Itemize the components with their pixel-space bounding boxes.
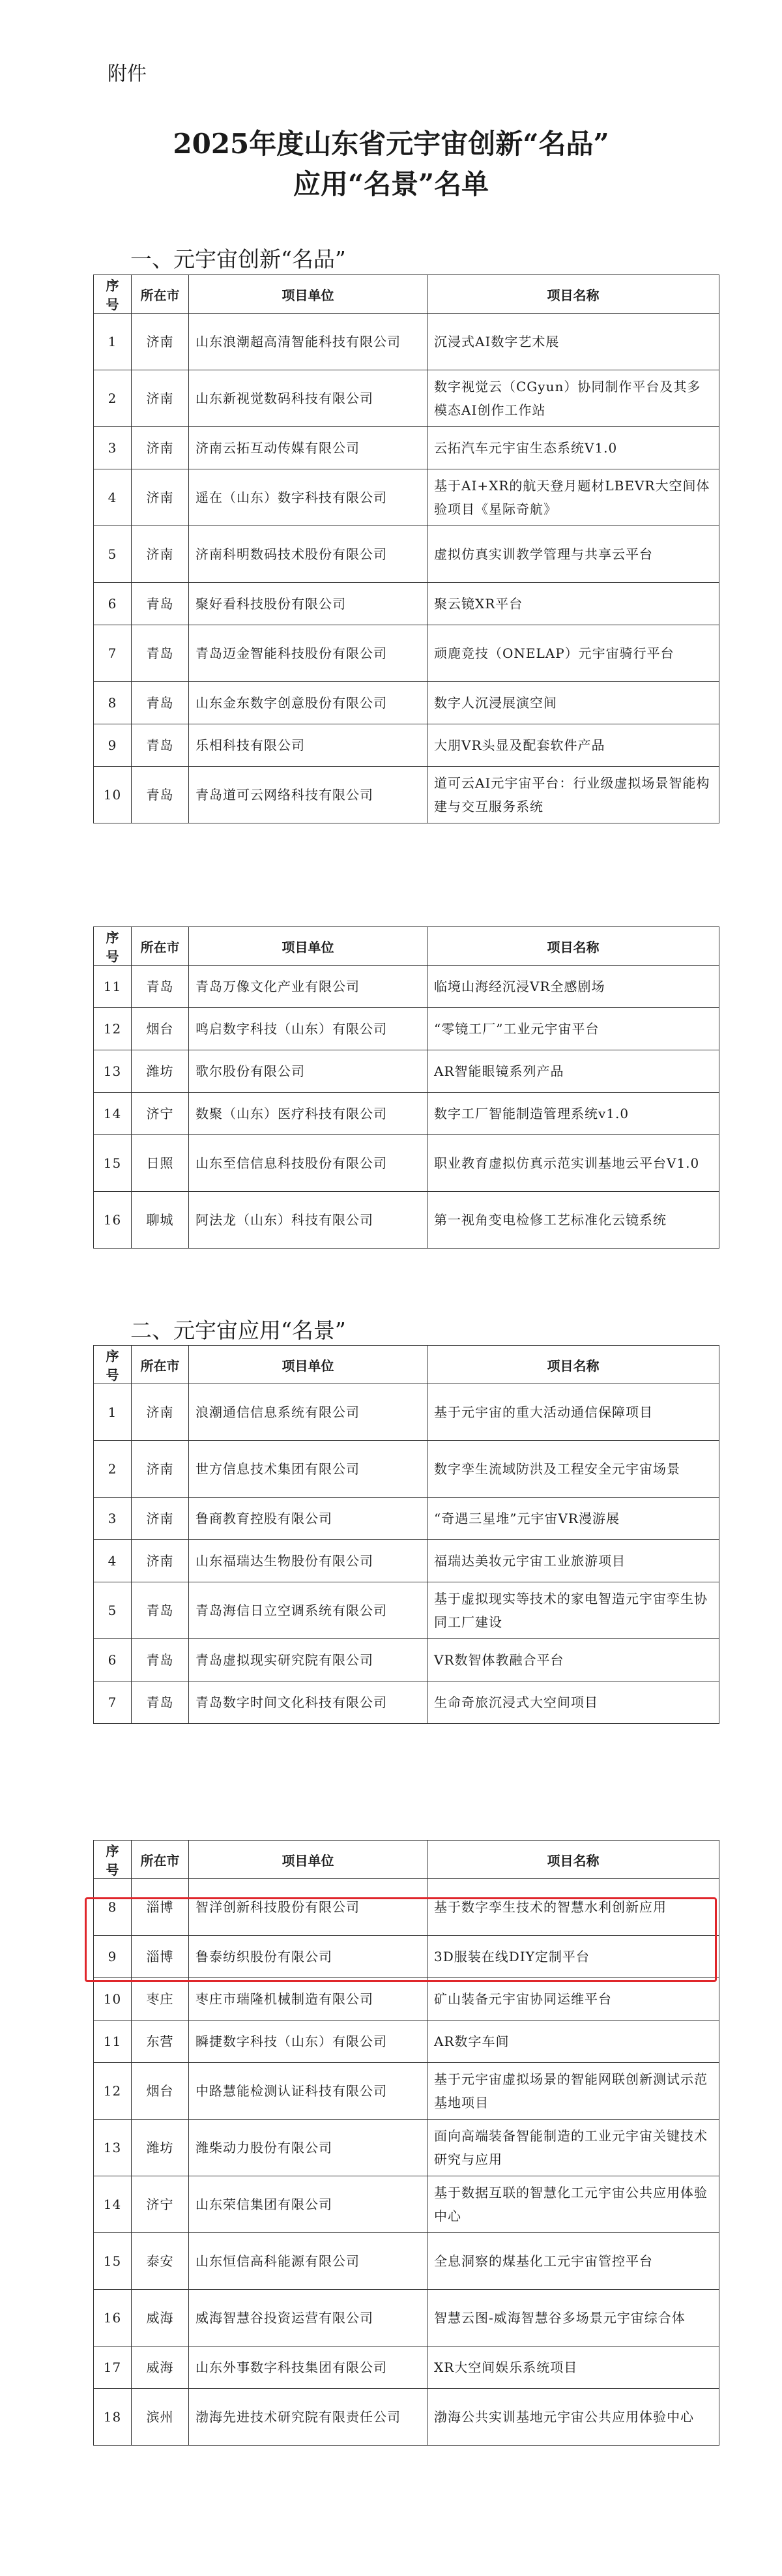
cell-city: 威海 [132,2347,189,2389]
cell-project: 基于数字孪生技术的智慧水利创新应用 [427,1879,719,1936]
cell-city: 潍坊 [132,1050,189,1093]
header-city: 所在市 [132,275,189,314]
cell-no: 14 [94,2176,132,2233]
cell-project: 数字工厂智能制造管理系统v1.0 [427,1093,719,1135]
table-row [94,2389,719,2446]
header-no: 序号 [94,927,132,966]
table-row [94,2021,719,2063]
header-no: 序号 [94,1346,132,1384]
table-row [94,314,719,370]
table-row [94,2120,719,2176]
table-row [94,1498,719,1540]
cell-city: 淄博 [132,1879,189,1936]
cell-project: 沉浸式AI数字艺术展 [427,314,719,370]
cell-project: 基于元宇宙虚拟场景的智能网联创新测试示范基地项目 [427,2063,719,2120]
cell-city: 济宁 [132,2176,189,2233]
cell-unit: 瞬捷数字科技（山东）有限公司 [189,2021,427,2063]
cell-unit: 青岛虚拟现实研究院有限公司 [189,1639,427,1681]
table-row [94,682,719,724]
cell-project: “零镜工厂”工业元宇宙平台 [427,1008,719,1050]
cell-city: 济南 [132,526,189,583]
cell-no: 5 [94,1582,132,1639]
cell-no: 15 [94,2233,132,2290]
table-row [94,1441,719,1498]
header-project: 项目名称 [427,1841,719,1879]
table-row [94,1582,719,1639]
cell-city: 济南 [132,370,189,427]
cell-project: VR数智体教融合平台 [427,1639,719,1681]
table-row [94,2233,719,2290]
cell-unit: 聚好看科技股份有限公司 [189,583,427,625]
cell-no: 1 [94,1384,132,1441]
cell-unit: 山东浪潮超高清智能科技有限公司 [189,314,427,370]
cell-unit: 浪潮通信信息系统有限公司 [189,1384,427,1441]
table-row [94,1978,719,2021]
cell-unit: 山东新视觉数码科技有限公司 [189,370,427,427]
cell-no: 18 [94,2389,132,2446]
header-city: 所在市 [132,927,189,966]
cell-project: 基于AI+XR的航天登月题材LBEVR大空间体验项目《星际奇航》 [427,469,719,526]
cell-city: 淄博 [132,1936,189,1978]
cell-city: 济南 [132,314,189,370]
table-row [94,2290,719,2347]
table-row [94,966,719,1008]
cell-project: 聚云镜XR平台 [427,583,719,625]
cell-no: 6 [94,1639,132,1681]
cell-no: 1 [94,314,132,370]
cell-project: 临境山海经沉浸VR全感剧场 [427,966,719,1008]
table-header-row [94,927,719,966]
cell-unit: 山东至信信息科技股份有限公司 [189,1135,427,1192]
header-unit: 项目单位 [189,927,427,966]
cell-project: 福瑞达美妆元宇宙工业旅游项目 [427,1540,719,1582]
cell-no: 16 [94,2290,132,2347]
cell-unit: 中路慧能检测认证科技有限公司 [189,2063,427,2120]
cell-city: 济南 [132,427,189,469]
cell-city: 青岛 [132,1639,189,1681]
cell-unit: 阿法龙（山东）科技有限公司 [189,1192,427,1249]
cell-unit: 青岛海信日立空调系统有限公司 [189,1582,427,1639]
cell-unit: 智洋创新科技股份有限公司 [189,1879,427,1936]
mingjing-table-part1 [93,1345,719,1724]
cell-unit: 遥在（山东）数字科技有限公司 [189,469,427,526]
cell-project: 第一视角变电检修工艺标准化云镜系统 [427,1192,719,1249]
table-row [94,1135,719,1192]
cell-no: 12 [94,2063,132,2120]
table-header-row [94,275,719,314]
cell-city: 聊城 [132,1192,189,1249]
cell-city: 枣庄 [132,1978,189,2021]
section-mingpin-title: 一、元宇宙创新“名品” [130,246,346,272]
cell-city: 日照 [132,1135,189,1192]
header-no: 序号 [94,275,132,314]
cell-city: 潍坊 [132,2120,189,2176]
cell-no: 2 [94,1441,132,1498]
cell-no: 8 [94,682,132,724]
table-row [94,2176,719,2233]
cell-project: 基于虚拟现实等技术的家电智造元宇宙孪生协同工厂建设 [427,1582,719,1639]
cell-project: 数字人沉浸展演空间 [427,682,719,724]
cell-no: 4 [94,1540,132,1582]
cell-project: 基于元宇宙的重大活动通信保障项目 [427,1384,719,1441]
cell-unit: 威海智慧谷投资运营有限公司 [189,2290,427,2347]
cell-city: 青岛 [132,682,189,724]
table-header-row [94,1346,719,1384]
table-row [94,427,719,469]
cell-city: 烟台 [132,2063,189,2120]
cell-project: 大朋VR头显及配套软件产品 [427,724,719,767]
cell-project: XR大空间娱乐系统项目 [427,2347,719,2389]
header-city: 所在市 [132,1346,189,1384]
cell-project: 3D服装在线DIY定制平台 [427,1936,719,1978]
cell-project: AR智能眼镜系列产品 [427,1050,719,1093]
cell-no: 6 [94,583,132,625]
cell-no: 16 [94,1192,132,1249]
cell-unit: 数聚（山东）医疗科技有限公司 [189,1093,427,1135]
header-no: 序号 [94,1841,132,1879]
cell-unit: 青岛迈金智能科技股份有限公司 [189,625,427,682]
cell-unit: 潍柴动力股份有限公司 [189,2120,427,2176]
cell-project: 生命奇旅沉浸式大空间项目 [427,1681,719,1724]
cell-project: “奇遇三星堆”元宇宙VR漫游展 [427,1498,719,1540]
table-row [94,469,719,526]
table-row [94,370,719,427]
header-unit: 项目单位 [189,1841,427,1879]
cell-unit: 青岛万像文化产业有限公司 [189,966,427,1008]
cell-no: 11 [94,966,132,1008]
cell-no: 12 [94,1008,132,1050]
cell-project: 基于数据互联的智慧化工元宇宙公共应用体验中心 [427,2176,719,2233]
table-row [94,767,719,823]
cell-city: 济南 [132,1441,189,1498]
cell-city: 东营 [132,2021,189,2063]
cell-unit: 山东荣信集团有限公司 [189,2176,427,2233]
cell-no: 13 [94,2120,132,2176]
cell-city: 烟台 [132,1008,189,1050]
mingpin-table-part2 [93,926,719,1249]
cell-project: 道可云AI元宇宙平台：行业级虚拟场景智能构建与交互服务系统 [427,767,719,823]
table-row [94,1681,719,1724]
cell-city: 青岛 [132,1681,189,1724]
table-row [94,1050,719,1093]
cell-project: 云拓汽车元宇宙生态系统V1.0 [427,427,719,469]
cell-unit: 山东外事数字科技集团有限公司 [189,2347,427,2389]
annex-label: 附件 [108,63,147,85]
table-row [94,2347,719,2389]
cell-city: 青岛 [132,583,189,625]
cell-city: 青岛 [132,966,189,1008]
cell-no: 2 [94,370,132,427]
table-row [94,583,719,625]
cell-no: 14 [94,1093,132,1135]
cell-no: 10 [94,767,132,823]
cell-city: 青岛 [132,724,189,767]
cell-unit: 歌尔股份有限公司 [189,1050,427,1093]
cell-project: 数字视觉云（CGyun）协同制作平台及其多模态AI创作工作站 [427,370,719,427]
cell-no: 7 [94,625,132,682]
cell-project: 面向高端装备智能制造的工业元宇宙关键技术研究与应用 [427,2120,719,2176]
header-project: 项目名称 [427,275,719,314]
cell-no: 4 [94,469,132,526]
header-project: 项目名称 [427,927,719,966]
table-row [94,1639,719,1681]
header-project: 项目名称 [427,1346,719,1384]
cell-no: 11 [94,2021,132,2063]
cell-project: 渤海公共实训基地元宇宙公共应用体验中心 [427,2389,719,2446]
page-title: 2025年度山东省元宇宙创新“名品” [173,128,609,160]
cell-unit: 山东福瑞达生物股份有限公司 [189,1540,427,1582]
cell-unit: 青岛道可云网络科技有限公司 [189,767,427,823]
header-city: 所在市 [132,1841,189,1879]
cell-unit: 鲁泰纺织股份有限公司 [189,1936,427,1978]
table-row [94,1008,719,1050]
cell-project: AR数字车间 [427,2021,719,2063]
cell-unit: 渤海先进技术研究院有限责任公司 [189,2389,427,2446]
cell-city: 济宁 [132,1093,189,1135]
cell-no: 17 [94,2347,132,2389]
cell-city: 济南 [132,1498,189,1540]
header-unit: 项目单位 [189,275,427,314]
table-header-row [94,1841,719,1879]
cell-city: 威海 [132,2290,189,2347]
cell-no: 3 [94,1498,132,1540]
cell-no: 13 [94,1050,132,1093]
cell-unit: 乐相科技有限公司 [189,724,427,767]
cell-project: 顽鹿竞技（ONELAP）元宇宙骑行平台 [427,625,719,682]
mingpin-table-part1 [93,274,719,823]
cell-project: 职业教育虚拟仿真示范实训基地云平台V1.0 [427,1135,719,1192]
cell-city: 青岛 [132,625,189,682]
cell-project: 虚拟仿真实训教学管理与共享云平台 [427,526,719,583]
table-row [94,724,719,767]
table-row [94,526,719,583]
cell-city: 济南 [132,1384,189,1441]
cell-unit: 鸣启数字科技（山东）有限公司 [189,1008,427,1050]
header-unit: 项目单位 [189,1346,427,1384]
cell-project: 智慧云图-威海智慧谷多场景元宇宙综合体 [427,2290,719,2347]
cell-project: 全息洞察的煤基化工元宇宙管控平台 [427,2233,719,2290]
red-highlight-box [85,1897,717,1982]
cell-unit: 山东金东数字创意股份有限公司 [189,682,427,724]
cell-no: 9 [94,1936,132,1978]
cell-city: 济南 [132,1540,189,1582]
table-row [94,2063,719,2120]
cell-city: 济南 [132,469,189,526]
cell-no: 9 [94,724,132,767]
cell-city: 泰安 [132,2233,189,2290]
table-row [94,625,719,682]
cell-no: 5 [94,526,132,583]
cell-city: 青岛 [132,767,189,823]
cell-unit: 世方信息技术集团有限公司 [189,1441,427,1498]
cell-no: 15 [94,1135,132,1192]
cell-no: 10 [94,1978,132,2021]
cell-unit: 枣庄市瑞隆机械制造有限公司 [189,1978,427,2021]
section-mingjing-title: 二、元宇宙应用“名景” [130,1318,346,1343]
cell-no: 8 [94,1879,132,1936]
cell-no: 7 [94,1681,132,1724]
table-row [94,1093,719,1135]
cell-project: 数字孪生流域防洪及工程安全元宇宙场景 [427,1441,719,1498]
cell-unit: 济南科明数码技术股份有限公司 [189,526,427,583]
cell-city: 滨州 [132,2389,189,2446]
table-row [94,1384,719,1441]
cell-no: 3 [94,427,132,469]
page-subtitle: 应用“名景”名单 [293,168,489,200]
cell-project: 矿山装备元宇宙协同运维平台 [427,1978,719,2021]
cell-unit: 鲁商教育控股有限公司 [189,1498,427,1540]
table-row [94,1540,719,1582]
cell-unit: 青岛数字时间文化科技有限公司 [189,1681,427,1724]
table-row [94,1192,719,1249]
cell-unit: 山东恒信高科能源有限公司 [189,2233,427,2290]
cell-unit: 济南云拓互动传媒有限公司 [189,427,427,469]
cell-city: 青岛 [132,1582,189,1639]
